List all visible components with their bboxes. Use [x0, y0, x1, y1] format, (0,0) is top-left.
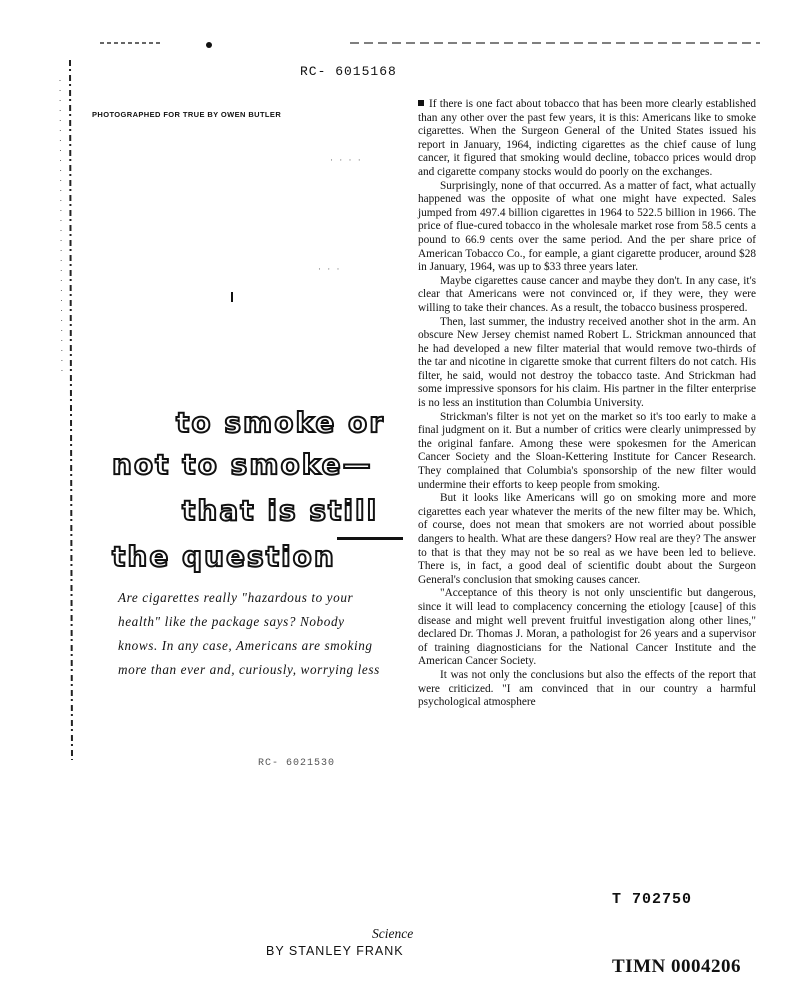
section-label: Science	[372, 926, 414, 941]
scan-smudge: · · ·	[318, 264, 342, 274]
deck-line: knows. In any case, Americans are smoking	[118, 638, 373, 653]
mid-document-id: RC- 6021530	[258, 758, 336, 769]
headline-line-4: the question	[112, 540, 336, 573]
headline-line-1: to smoke or	[176, 406, 386, 439]
article-paragraph: But it looks like Americans will go on smoking more and more cigarettes each year whatever the merits of the new filter may be. Which, of course, does not mean that smokers are not worried about possible dangers to health. What are these dangers? How real are they? The answer to that is that they may not be so real as we have been led to believe. There is, in fact, a good deal of scientific doubt about the Surgeon General's conclusion that smoking causes cancer.	[418, 492, 756, 586]
deck-text	[118, 586, 418, 682]
scan-dot	[231, 292, 233, 302]
article-paragraph: If there is one fact about tobacco that has been more clearly established than any other over the past few years, it is this: Americans like to smoke cigarettes. When the Surgeon General of the United States issued his report in January, 1964, indicting cigarettes as the chief cause of lung cancer, it figured that smoking would decline, tobacco prices would drop and cigarette company stocks would do poorly on the exchanges.	[418, 98, 756, 178]
headline	[112, 404, 412, 582]
bates-number-stamp: TIMN 0004206	[612, 956, 741, 977]
deck-line: more than ever and, curiously, worrying less	[118, 662, 380, 677]
margin-scan-streak	[58, 60, 82, 760]
scan-dot	[206, 42, 212, 48]
byline: BY STANLEY FRANK	[266, 944, 404, 958]
article-paragraph: Surprisingly, none of that occurred. As a matter of fact, what actually happened was the opposite of what one might have expected. Sales jumped from 497.4 billion cigarettes in 1964 to 522.5 billion in 1966. The price of flue-cured tobacco in the wholesale market rose from 58.5 cents a pound to 66.9 cents over the same period. And the per share price of American Tobacco Co., for eample, a giant cigarette producer, around $28 in January, 1964, was up to $33 three years later.	[418, 179, 756, 274]
top-document-id: RC- 6015168	[300, 64, 397, 79]
top-dash-line	[100, 40, 760, 46]
headline-line-3: that is still	[182, 494, 379, 527]
paragraph-bullet-icon	[418, 100, 424, 106]
article-paragraph: Maybe cigarettes cause cancer and maybe they don't. In any case, it's clear that Americans were not convinced or, if they were, they were willing to take their chances. As a result, the tobacco business prospered.	[418, 274, 756, 314]
article-paragraph: It was not only the conclusions but also the effects of the report that were criticized. "I am convinced that in our country a harmful psychological atmosphere	[418, 668, 756, 709]
article-paragraph: "Acceptance of this theory is not only unscientific but dangerous, since it will lead to complacency concerning the etiology [cause] of this disease and might well prevent fruitful investigation along other lines," declared Dr. Thomas J. Moran, a pathologist for 26 years and a supervisor of training diagnosticians for the National Cancer Institute and the American Cancer Society.	[418, 587, 756, 668]
t-number-stamp: T 702750	[612, 891, 693, 908]
scan-smudge: · · · ·	[330, 155, 363, 165]
article-body	[418, 98, 756, 710]
still-underline	[337, 537, 403, 540]
photo-credit: PHOTOGRAPHED FOR TRUE BY OWEN BUTLER	[92, 110, 282, 119]
deck-line: health" like the package says? Nobody	[118, 614, 345, 629]
article-paragraph: Then, last summer, the industry received another shot in the arm. An obscure New Jersey chemist named Robert L. Strickman announced that he had developed a new filter material that would remove two-thirds of the tar and nicotine in cigarette smoke that current filters do not catch. His filter, he said, would not destroy the tobacco taste. And Strickman had some impressive sponsors for his claim. His partner in the filter enterprise is no less an institution than Columbia University.	[418, 315, 756, 410]
headline-line-2: not to smoke—	[112, 448, 373, 481]
article-paragraph: Strickman's filter is not yet on the market so it's too early to make a final judgment on it. But a number of critics were clearly unimpressed by the original fanfare. Among these were spokesmen for the American Cancer Society and the Sloan-Kettering Institute for Cancer Research. They complained that Columbia's sponsorship of the new filter would undermine their efforts to keep people from smoking.	[418, 410, 756, 491]
deck-line: Are cigarettes really "hazardous to your	[118, 590, 354, 605]
